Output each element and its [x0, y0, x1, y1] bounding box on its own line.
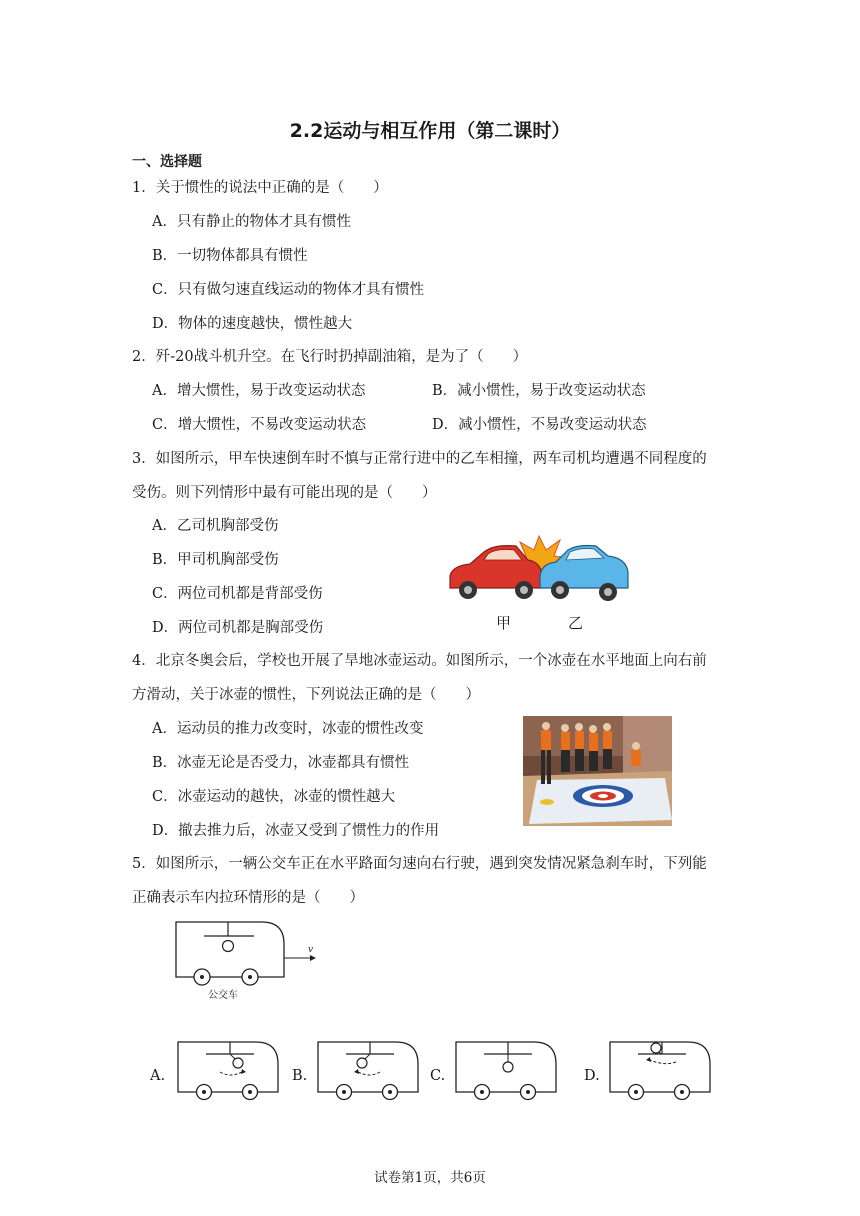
- q3-option-a[interactable]: A．乙司机胸部受伤: [152, 518, 279, 534]
- question-5-stem-line1: 5．如图所示，一辆公交车正在水平路面匀速向右行驶，遇到突发情况紧急刹车时，下列能: [132, 856, 707, 872]
- q4-option-c[interactable]: C．冰壶运动的越快，冰壶的惯性越大: [152, 789, 396, 805]
- question-2-stem: 2．歼-20战斗机升空。在飞行时扔掉副油箱，是为了（ ）: [132, 349, 528, 365]
- bus-label: 公交车: [208, 990, 238, 1001]
- q5-option-b-label[interactable]: B.: [292, 1068, 308, 1084]
- q5-option-d-diagram[interactable]: [606, 1036, 718, 1102]
- question-5-stem-line2: 正确表示车内拉环情形的是（ ）: [132, 890, 364, 906]
- car-label-jia: 甲: [496, 614, 512, 632]
- bus-diagram: [170, 914, 322, 1004]
- q2-option-b[interactable]: B．减小惯性，易于改变运动状态: [432, 383, 646, 399]
- car-collision-figure: [444, 526, 634, 634]
- q4-option-d[interactable]: D．撤去推力后，冰壶又受到了惯性力的作用: [152, 823, 440, 839]
- velocity-label: v: [308, 945, 314, 955]
- q1-option-c[interactable]: C．只有做匀速直线运动的物体才具有惯性: [152, 282, 425, 298]
- q5-option-c-label[interactable]: C.: [430, 1068, 446, 1084]
- q1-option-d[interactable]: D．物体的速度越快，惯性越大: [152, 316, 353, 332]
- q1-option-a[interactable]: A．只有静止的物体才具有惯性: [152, 214, 351, 230]
- page-title: 2.2运动与相互作用（第二课时）: [289, 120, 571, 142]
- question-4-stem-line2: 方滑动，关于冰壶的惯性，下列说法正确的是（ ）: [132, 687, 480, 703]
- q2-option-a[interactable]: A．增大惯性，易于改变运动状态: [152, 383, 366, 399]
- q3-option-c[interactable]: C．两位司机都是背部受伤: [152, 586, 323, 602]
- car-label-yi: 乙: [568, 614, 584, 632]
- q2-option-c[interactable]: C．增大惯性，不易改变运动状态: [152, 417, 367, 433]
- q3-option-d[interactable]: D．两位司机都是胸部受伤: [152, 620, 324, 636]
- question-3-stem-line2: 受伤。则下列情形中最有可能出现的是（ ）: [132, 485, 437, 501]
- q2-option-d[interactable]: D．减小惯性，不易改变运动状态: [432, 417, 647, 433]
- q5-option-b-diagram[interactable]: [314, 1036, 426, 1102]
- section-heading: 一、选择题: [132, 154, 202, 170]
- question-1-stem: 1．关于惯性的说法中正确的是（ ）: [132, 180, 388, 196]
- q5-option-a-diagram[interactable]: [174, 1036, 286, 1102]
- q3-option-b[interactable]: B．甲司机胸部受伤: [152, 552, 279, 568]
- page-footer: 试卷第1页，共6页: [374, 1170, 486, 1186]
- question-3-stem-line1: 3．如图所示，甲车快速倒车时不慎与正常行进中的乙车相撞，两车司机均遭遇不同程度的: [132, 451, 707, 467]
- q4-option-b[interactable]: B．冰壶无论是否受力，冰壶都具有惯性: [152, 755, 410, 771]
- question-4-stem-line1: 4．北京冬奥会后，学校也开展了旱地冰壶运动。如图所示，一个冰壶在水平地面上向右前: [132, 653, 707, 669]
- q5-option-c-diagram[interactable]: [452, 1036, 564, 1102]
- q5-option-d-label[interactable]: D.: [584, 1068, 600, 1084]
- curling-photo: [523, 716, 672, 826]
- q1-option-b[interactable]: B．一切物体都具有惯性: [152, 248, 308, 264]
- q5-option-a-label[interactable]: A.: [150, 1068, 166, 1084]
- q4-option-a[interactable]: A．运动员的推力改变时，冰壶的惯性改变: [152, 721, 424, 737]
